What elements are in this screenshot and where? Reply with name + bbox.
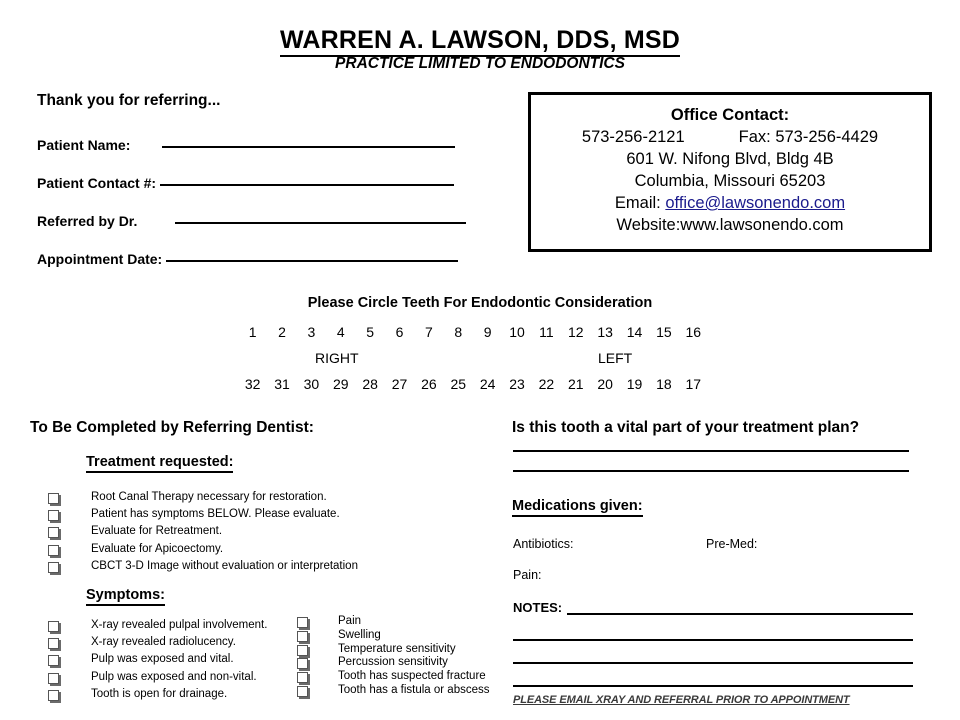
list-item[interactable] [297, 670, 527, 684]
office-email-label: Email: [614, 194, 661, 212]
pain-label: Pain: [513, 568, 542, 582]
list-item-label: Evaluate for Retreatment. [91, 525, 223, 538]
checkbox-icon[interactable] [48, 510, 59, 521]
list-item-label: Pulp was exposed and non-vital. [91, 670, 257, 683]
checkbox-icon[interactable] [48, 493, 59, 504]
tooth-number[interactable]: 15 [656, 324, 672, 340]
office-email-link[interactable]: office@lawsonendo.com [665, 194, 846, 212]
list-item[interactable] [48, 617, 298, 634]
field-patient-contact [37, 175, 454, 191]
checkbox-icon[interactable] [48, 545, 59, 556]
list-item-label: Percussion sensitivity [338, 656, 448, 669]
notes-line-3[interactable] [513, 662, 913, 664]
list-item[interactable] [48, 634, 298, 651]
list-item-label: Tooth is open for drainage. [91, 687, 228, 700]
list-item[interactable] [297, 615, 527, 629]
checkbox-icon[interactable] [48, 562, 59, 573]
tooth-number[interactable]: 12 [568, 324, 584, 340]
medications-given-heading-text: Medications given: [512, 498, 643, 517]
list-item-label: CBCT 3-D Image without evaluation or interpretation [91, 559, 358, 572]
premed-label: Pre-Med: [706, 537, 758, 551]
footer-instruction: PLEASE EMAIL XRAY AND REFERRAL PRIOR TO APPOINTMENT [513, 694, 850, 706]
checkbox-icon[interactable] [297, 645, 308, 656]
tooth-number[interactable]: 27 [391, 376, 408, 392]
tooth-number[interactable]: 9 [483, 324, 492, 340]
office-website: Website:www.lawsonendo.com [616, 216, 844, 234]
tooth-chart-heading: Please Circle Teeth For Endodontic Consideration [307, 295, 653, 311]
office-phone-row [531, 126, 929, 148]
field-patient-name [37, 137, 455, 153]
office-email-row [531, 192, 929, 214]
checkbox-icon[interactable] [297, 658, 308, 669]
tooth-number[interactable]: 24 [479, 376, 496, 392]
office-contact-box [528, 92, 932, 252]
tooth-number[interactable]: 11 [539, 324, 554, 340]
office-fax: Fax: 573-256-4429 [738, 128, 879, 146]
treatment-requested-heading-text: Treatment requested: [86, 454, 233, 473]
list-item[interactable] [48, 523, 448, 540]
referring-dentist-heading: To Be Completed by Referring Dentist: [30, 419, 314, 436]
treatment-requested-heading [86, 454, 233, 470]
field-referred-by-input[interactable] [175, 222, 466, 224]
checkbox-icon[interactable] [297, 617, 308, 628]
tooth-number[interactable]: 21 [568, 376, 584, 392]
list-item[interactable] [297, 629, 527, 643]
symptoms-list-column-1 [48, 617, 298, 703]
checkbox-icon[interactable] [48, 690, 59, 701]
list-item-label: Pain [338, 615, 362, 627]
list-item-label: X-ray revealed pulpal involvement. [91, 619, 268, 631]
field-referred-by-label: Referred by Dr. [37, 213, 138, 229]
tooth-number[interactable]: 3 [307, 324, 316, 340]
list-item[interactable] [48, 558, 448, 575]
tooth-number[interactable]: 13 [597, 324, 613, 340]
tooth-number[interactable]: 32 [244, 376, 261, 392]
checkbox-icon[interactable] [48, 527, 59, 538]
checkbox-icon[interactable] [297, 686, 308, 697]
list-item[interactable] [48, 541, 448, 558]
checkbox-icon[interactable] [48, 638, 59, 649]
tooth-number[interactable]: 10 [509, 324, 525, 340]
checkbox-icon[interactable] [48, 673, 59, 684]
tooth-number[interactable]: 29 [333, 376, 349, 392]
list-item-label: Evaluate for Apicoectomy. [91, 542, 224, 555]
tooth-number[interactable]: 19 [626, 376, 643, 392]
office-phone: 573-256-2121 [581, 128, 685, 146]
office-address-line-1: 601 W. Nifong Blvd, Bldg 4B [626, 150, 834, 168]
tooth-number[interactable]: 26 [421, 376, 437, 392]
checkbox-icon[interactable] [297, 672, 308, 683]
symptoms-list-column-2 [297, 615, 527, 698]
field-patient-name-input[interactable] [162, 146, 455, 148]
list-item[interactable] [48, 506, 448, 523]
notes-line-2[interactable] [513, 639, 913, 641]
checkbox-icon[interactable] [48, 655, 59, 666]
page-title-text: WARREN A. LAWSON, DDS, MSD [280, 26, 680, 57]
list-item-label: Patient has symptoms BELOW. Please evaluate. [91, 508, 340, 521]
office-address-line-2: Columbia, Missouri 65203 [634, 172, 826, 190]
antibiotics-label: Antibiotics: [513, 537, 574, 551]
tooth-number[interactable]: 22 [538, 376, 555, 392]
list-item[interactable] [297, 643, 527, 657]
list-item-label: Tooth has suspected fracture [338, 670, 486, 683]
list-item-label: Swelling [338, 628, 381, 641]
list-item[interactable] [48, 669, 298, 686]
notes-line-1[interactable] [567, 613, 913, 615]
tooth-number[interactable]: 16 [685, 324, 702, 340]
list-item[interactable] [48, 489, 448, 506]
tooth-row-lower [238, 376, 708, 392]
tooth-number[interactable]: 1 [248, 324, 257, 340]
vital-tooth-question: Is this tooth a vital part of your treatment plan? [512, 419, 860, 436]
medications-given-heading [512, 498, 643, 514]
field-appointment-date-label: Appointment Date: [37, 251, 163, 267]
checkbox-icon[interactable] [48, 621, 59, 632]
tooth-number[interactable]: 7 [425, 324, 433, 340]
tooth-row-upper [238, 324, 708, 340]
treatment-requested-list [48, 489, 448, 575]
page-title [0, 26, 960, 55]
tooth-number[interactable]: 8 [454, 324, 463, 340]
symptoms-heading-text: Symptoms: [86, 587, 165, 606]
list-item-label: Pulp was exposed and vital. [91, 653, 234, 666]
list-item[interactable] [48, 686, 298, 703]
list-item[interactable] [297, 684, 527, 698]
tooth-side-right-label: RIGHT [315, 350, 359, 366]
field-appointment-date [37, 251, 458, 267]
vital-answer-line-2[interactable] [513, 470, 909, 472]
tooth-number[interactable]: 14 [626, 324, 643, 340]
tooth-number[interactable]: 18 [656, 376, 672, 392]
tooth-side-left-label: LEFT [598, 350, 633, 366]
tooth-number[interactable]: 23 [509, 376, 525, 392]
field-appointment-date-input[interactable] [166, 260, 458, 262]
vital-answer-line-1[interactable] [513, 450, 909, 452]
thank-you-heading: Thank you for referring... [37, 92, 221, 109]
page-subtitle: PRACTICE LIMITED TO ENDODONTICS [335, 55, 625, 72]
list-item-label: Tooth has a fistula or abscess [338, 683, 490, 696]
tooth-number[interactable]: 30 [303, 376, 320, 392]
tooth-number[interactable]: 25 [450, 376, 467, 392]
list-item-label: X-ray revealed radiolucency. [91, 636, 236, 649]
tooth-number[interactable]: 2 [278, 324, 286, 340]
office-contact-title: Office Contact: [670, 106, 790, 124]
list-item[interactable] [297, 656, 527, 670]
tooth-number[interactable]: 5 [366, 324, 375, 340]
list-item[interactable] [48, 651, 298, 668]
field-patient-contact-input[interactable] [160, 184, 454, 186]
field-patient-name-label: Patient Name: [37, 137, 131, 153]
tooth-number[interactable]: 17 [685, 376, 702, 392]
tooth-number[interactable]: 4 [336, 324, 345, 340]
symptoms-heading [86, 587, 165, 603]
tooth-number[interactable]: 20 [597, 376, 613, 392]
tooth-number[interactable]: 6 [395, 324, 404, 340]
notes-line-4[interactable] [513, 685, 913, 687]
tooth-number[interactable]: 31 [274, 376, 290, 392]
field-referred-by [37, 213, 466, 229]
checkbox-icon[interactable] [297, 631, 308, 642]
list-item-label: Root Canal Therapy necessary for restoration. [91, 491, 327, 503]
list-item-label: Temperature sensitivity [338, 642, 456, 655]
field-patient-contact-label: Patient Contact #: [37, 175, 157, 191]
notes-label: NOTES: [513, 600, 563, 615]
tooth-number[interactable]: 28 [362, 376, 378, 392]
